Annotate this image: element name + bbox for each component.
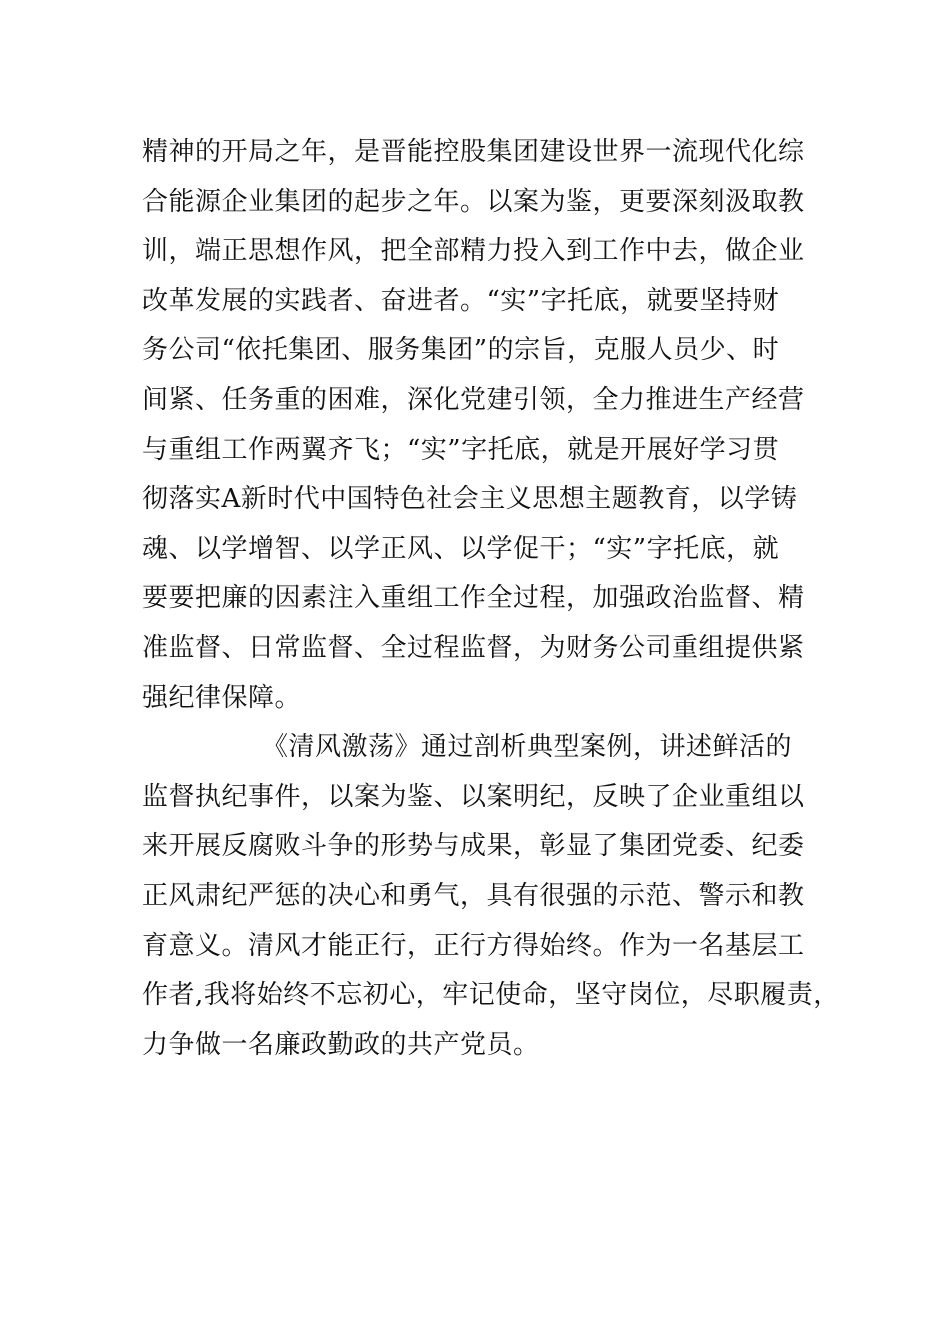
text-line: 改革发展的实践者、奋进者。“实”字托底，就要坚持财 <box>142 285 780 316</box>
text-line: 与重组工作两翼齐飞；“实”字托底，就是开展好学习贯 <box>142 434 780 465</box>
paragraph-2 <box>142 723 840 1070</box>
text-line: 准监督、日常监督、全过程监督，为财务公司重组提供紧 <box>142 632 805 663</box>
text-line: 合能源企业集团的起步之年。以案为鉴，更要深刻汲取教 <box>142 186 805 217</box>
document-body <box>142 128 840 1070</box>
text-line-indented: 《清风激荡》通过剖析典型案例，讲述鲜活的 <box>262 732 793 763</box>
text-line: 要要把廉的因素注入重组工作全过程，加强政治监督、精 <box>142 583 805 614</box>
text-line: 训，端正思想作风，把全部精力投入到工作中去，做企业 <box>142 236 805 267</box>
text-line: 强纪律保障。 <box>142 682 302 713</box>
text-line: 育意义。清风才能正行，正行方得始终。作为一名基层工 <box>142 930 805 961</box>
text-line: 正风肃纪严惩的决心和勇气，具有很强的示范、警示和教 <box>142 880 805 911</box>
text-line: 间紧、任务重的困难，深化党建引领，全力推进生产经营 <box>142 384 805 415</box>
text-line: 来开展反腐败斗争的形势与成果，彰显了集团党委、纪委 <box>142 831 805 862</box>
paragraph-1 <box>142 128 832 723</box>
text-line: 力争做一名廉政勤政的共产党员。 <box>142 1029 540 1060</box>
text-line: 务公司“依托集团、服务集团”的宗旨，克服人员少、时 <box>142 335 780 366</box>
text-line: 作者,我将始终不忘初心，牢记使命，坚守岗位，尽职履责， <box>142 980 840 1011</box>
text-line: 监督执纪事件，以案为鉴、以案明纪，反映了企业重组以 <box>142 781 805 812</box>
text-line: 精神的开局之年，是晋能控股集团建设世界一流现代化综 <box>142 137 805 167</box>
text-line: 彻落实A新时代中国特色社会主义思想主题教育，以学铸 <box>142 484 798 515</box>
text-line: 魂、以学增智、以学正风、以学促干；“实”字托底，就 <box>142 533 780 564</box>
